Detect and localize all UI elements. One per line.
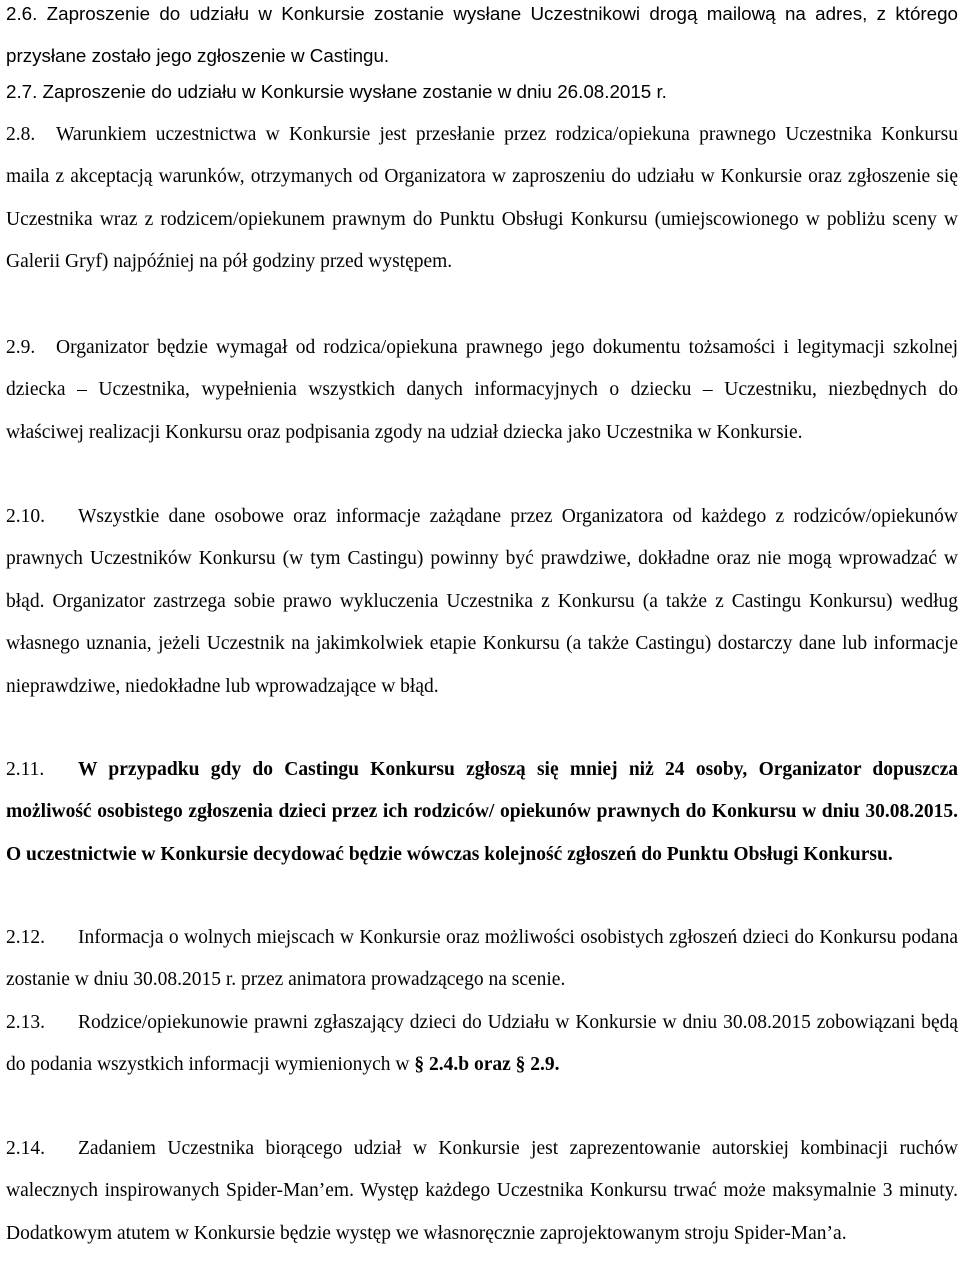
paragraph-2-9 [6,327,958,454]
paragraph-text: Rodzice/opiekunowie prawni zgłaszający dzieci do Udziału w Konkursie w dniu 30.08.2015 zobowiązani będą do podania wszystkich informacji wymienionych w [6,1012,958,1076]
paragraph-text: Informacja o wolnych miejscach w Konkursie oraz możliwości osobistych zgłoszeń dzieci do Konkursu podana zostanie w dniu 30.08.2015 r. przez animatora prowadzącego na scenie. [6,927,958,991]
paragraph-2-7 [6,71,958,113]
paragraph-text: Zadaniem Uczestnika biorącego udział w Konkursie jest zaprezentowanie autorskiej kombinacji ruchów walecznych inspirowanych Spider-Man’em. Występ każdego Uczestnika Konkursu trwać może maksymalnie 3 minuty. Dodatkowym atutem w Konkursie będzie występ we własnoręcznie zaprojektowanym stroju Spider-Man’a. [6,1138,958,1244]
paragraph-2-12 [6,917,958,1002]
paragraph-text: Zaproszenie do udziału w Konkursie zostanie wysłane Uczestnikowi drogą mailową na adres, z którego przysłane zostało jego zgłoszenie w Castingu. [6,3,959,67]
paragraph-2-13 [6,1002,958,1087]
paragraph-number: 2.14. [6,1138,45,1159]
paragraph-number: 2.10. [6,506,45,527]
paragraph-text: Zaproszenie do udziału w Konkursie wysłane zostanie w dniu 26.08.2015 r. [42,81,667,102]
paragraph-text: Organizator będzie wymagał od rodzica/opiekuna prawnego jego dokumentu tożsamości i legitymacji szkolnej dziecka – Uczestnika, wypełnienia wszystkich danych informacyjnych o dziecku – Uczestniku, niezbędnych do właściwej realizacji Konkursu oraz podpisania zgody na udział dziecka jako Uczestnika w Konkursie. [6,337,958,443]
paragraph-text-bold: W przypadku gdy do Castingu Konkursu zgłoszą się mniej niż 24 osoby, Organizator dopuszcza możliwość osobistego zgłoszenia dzieci przez ich rodziców/ opiekunów prawnych do Konkursu w dniu 30.08.2015. O uczestnictwie w Konkursie decydować będzie wówczas kolejność zgłoszeń do Punktu Obsługi Konkursu. [6,759,958,865]
paragraph-number: 2.12. [6,927,45,948]
section-reference: 2.9. [530,1054,560,1076]
paragraph-2-10 [6,496,958,708]
section-sign: § [414,1054,425,1076]
paragraph-2-11 [6,749,958,876]
paragraph-number: 2.7. [6,81,38,102]
section-reference: 2.4.b oraz [428,1054,511,1076]
paragraph-2-6 [6,0,958,78]
section-sign: § [515,1054,526,1076]
paragraph-text: Warunkiem uczestnictwa w Konkursie jest przesłanie przez rodzica/opiekuna prawnego Uczestnika Konkursu maila z akceptacją warunków, otrzymanych od Organizatora w zaproszeniu do udziału w Konkursie oraz zgłoszenie się Uczestnika wraz z rodzicem/opiekunem prawnym do Punktu Obsługi Konkursu (umiejscowionego w pobliżu sceny w Galerii Gryf) najpóźniej na pół godziny przed występem. [6,124,958,273]
paragraph-2-8 [6,114,958,284]
paragraph-number: 2.6. [6,3,38,24]
paragraph-number: 2.11. [6,759,45,780]
paragraph-number: 2.8. [6,124,36,145]
paragraph-number: 2.13. [6,1012,45,1033]
paragraph-number: 2.9. [6,337,36,358]
paragraph-text: Wszystkie dane osobowe oraz informacje zażądane przez Organizatora od każdego z rodziców/opiekunów prawnych Uczestników Konkursu (w tym Castingu) powinny być prawdziwe, dokładne oraz nie mogą wprowadzać w błąd. Organizator zastrzega sobie prawo wykluczenia Uczestnika z Konkursu (a także z Castingu Konkursu) według własnego uznania, jeżeli Uczestnik na jakimkolwiek etapie Konkursu (a także Castingu) dostarczy dane lub informacje nieprawdziwe, niedokładne lub wprowadzające w błąd. [6,506,958,697]
paragraph-2-14 [6,1128,958,1255]
